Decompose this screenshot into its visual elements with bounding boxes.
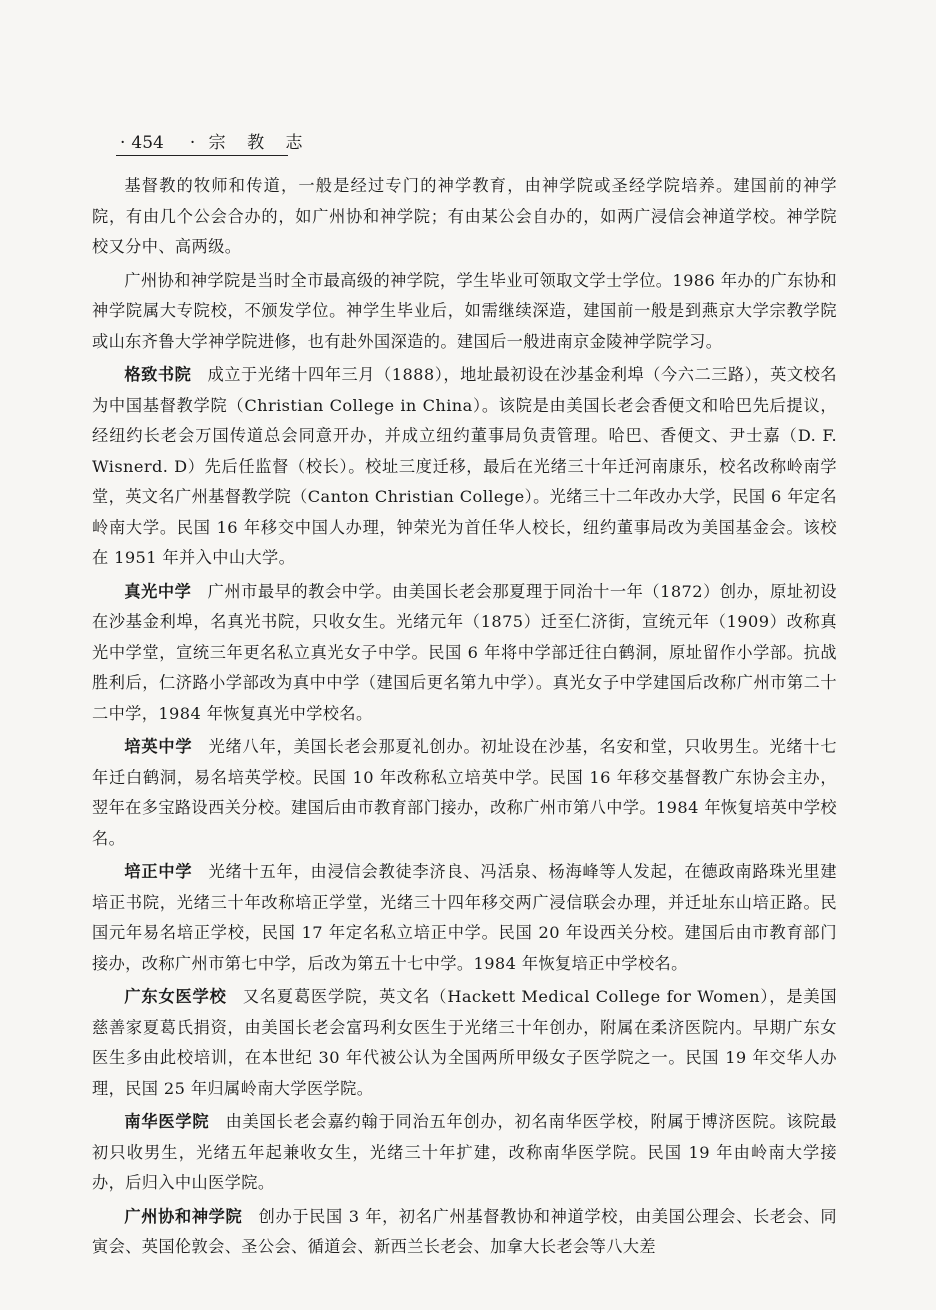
entry-term: 真光中学 — [124, 581, 192, 601]
paragraph-text: 由美国长老会嘉约翰于同治五年创办，初名南华医学校，附属于博济医院。该院最初只收男生，光绪五年起兼收女生，光绪三十年扩建，改称南华医学院。民国 19 年由岭南大学接办，后归入中山医学院。 — [92, 1112, 837, 1192]
paragraph-text: 成立于光绪十四年三月（1888），地址最初设在沙基金利埠（今六二三路），英文校名为中国基督教学院（Christian College in China）。该院是由美国长老会香便文和哈巴先后提议，经纽约长老会万国传道总会同意开办，并成立纽约董事局负责管理。哈巴、香便文、尹士嘉（D. F. Wisnerd. D）先后任监督（校长）。校址三度迁移，最后在光绪三十年迁河南康乐，校名改称岭南学堂，英文名广州基督教学院（Canton Christian College）。光绪三十二年改办大学，民国 6 年定名岭南大学。民国 16 年移交中国人办理，钟荣光为首任华人校长，纽约董事局改为美国基金会。该校在 1951 年并入中山大学。 — [92, 365, 837, 567]
entry-term: 广东女医学校 — [124, 987, 227, 1006]
paragraph — [92, 732, 837, 854]
header-dot: · — [120, 133, 128, 153]
page-number: 454 — [131, 133, 164, 153]
paragraph — [92, 171, 837, 263]
paragraph-text: 创办于民国 3 年，初名广州基督教协和神道学校，由美国公理会、长老会、同寅会、英国伦敦会、圣公会、循道会、新西兰长老会、加拿大长老会等八大差 — [92, 1206, 837, 1256]
entry-term: 培正中学 — [124, 862, 193, 881]
paragraph-text: 光绪十五年，由浸信会教徒李济良、冯活泉、杨海峰等人发起，在德政南路珠光里建培正书院，光绪三十年改称培正学堂，光绪三十四年移交两广浸信联会办理，并迁址东山培正路。民国元年易名培正学校，民国 17 年定名私立培正中学。民国 20 年设西关分校。建国后由市教育部门接办，改称广州市第七中学，后改为第五十七中学。1984 年恢复培正中学校名。 — [92, 862, 837, 973]
running-header — [116, 128, 311, 156]
paragraph-text: 广州协和神学院是当时全市最高级的神学院，学生毕业可领取文学士学位。1986 年办的广东协和神学院属大专院校，不颁发学位。神学生毕业后，如需继续深造，建国前一般是到燕京大学宗教学院或山东齐鲁大学神学院进修，也有赴外国深造的。建国后一般进南京金陵神学院学习。 — [92, 270, 837, 351]
entry-term: 南华医学院 — [124, 1112, 210, 1131]
paragraph — [92, 857, 837, 979]
paragraph-text: 基督教的牧师和传道，一般是经过专门的神学教育，由神学院或圣经学院培养。建国前的神学院，有由几个公会合办的，如广州协和神学院；有由某公会自办的，如两广浸信会神道学校。神学院校又分中、高两级。 — [92, 176, 837, 256]
paragraph-text: 光绪八年，美国长老会那夏礼创办。初址设在沙基，名安和堂，只收男生。光绪十七年迁白鹤洞，易名培英学校。民国 10 年改称私立培英中学。民国 16 年移交基督教广东协会主办，翌年在多宝路设西关分校。建国后由市教育部门接办，改称广州市第八中学。1984 年恢复培英中学校名。 — [92, 737, 838, 848]
paragraph-text: 广州市最早的教会中学。由美国长老会那夏理于同治十一年（1872）创办，原址初设在沙基金利埠，名真光书院，只收女生。光绪元年（1875）迁至仁济街，宣统元年（1909）改称真光中学堂，宣统三年更名私立真光女子中学。民国 6 年将中学部迁往白鹤洞，原址留作小学部。抗战胜利后，仁济路小学部改为真中中学（建国后更名第九中学）。真光女子中学建国后改称广州市第二十二中学，1984 年恢复真光中学校名。 — [92, 581, 837, 723]
entry-term: 培英中学 — [124, 737, 193, 756]
entry-term: 广州协和神学院 — [124, 1206, 243, 1226]
paragraph — [92, 1202, 837, 1263]
paragraph-text: 又名夏葛医学院，英文名（Hackett Medical College for Women），是美国慈善家夏葛氏捐资，由美国长老会富玛利女医生于光绪三十年创办，附属在柔济医院内。早期广东女医生多由此校培训，在本世纪 30 年代被公认为全国两所甲级女子医学院之一。民国 19 年交华人办理，民国 25 年归属岭南大学医学院。 — [92, 987, 838, 1098]
paragraph — [92, 360, 837, 574]
paragraph — [92, 266, 837, 358]
paragraph — [92, 577, 837, 730]
paragraph — [92, 1107, 837, 1199]
paragraph — [92, 982, 837, 1104]
page-body — [92, 171, 837, 1263]
header-dot: · — [189, 133, 198, 153]
book-title: 宗 教 志 — [208, 133, 311, 153]
entry-term: 格致书院 — [124, 365, 192, 384]
